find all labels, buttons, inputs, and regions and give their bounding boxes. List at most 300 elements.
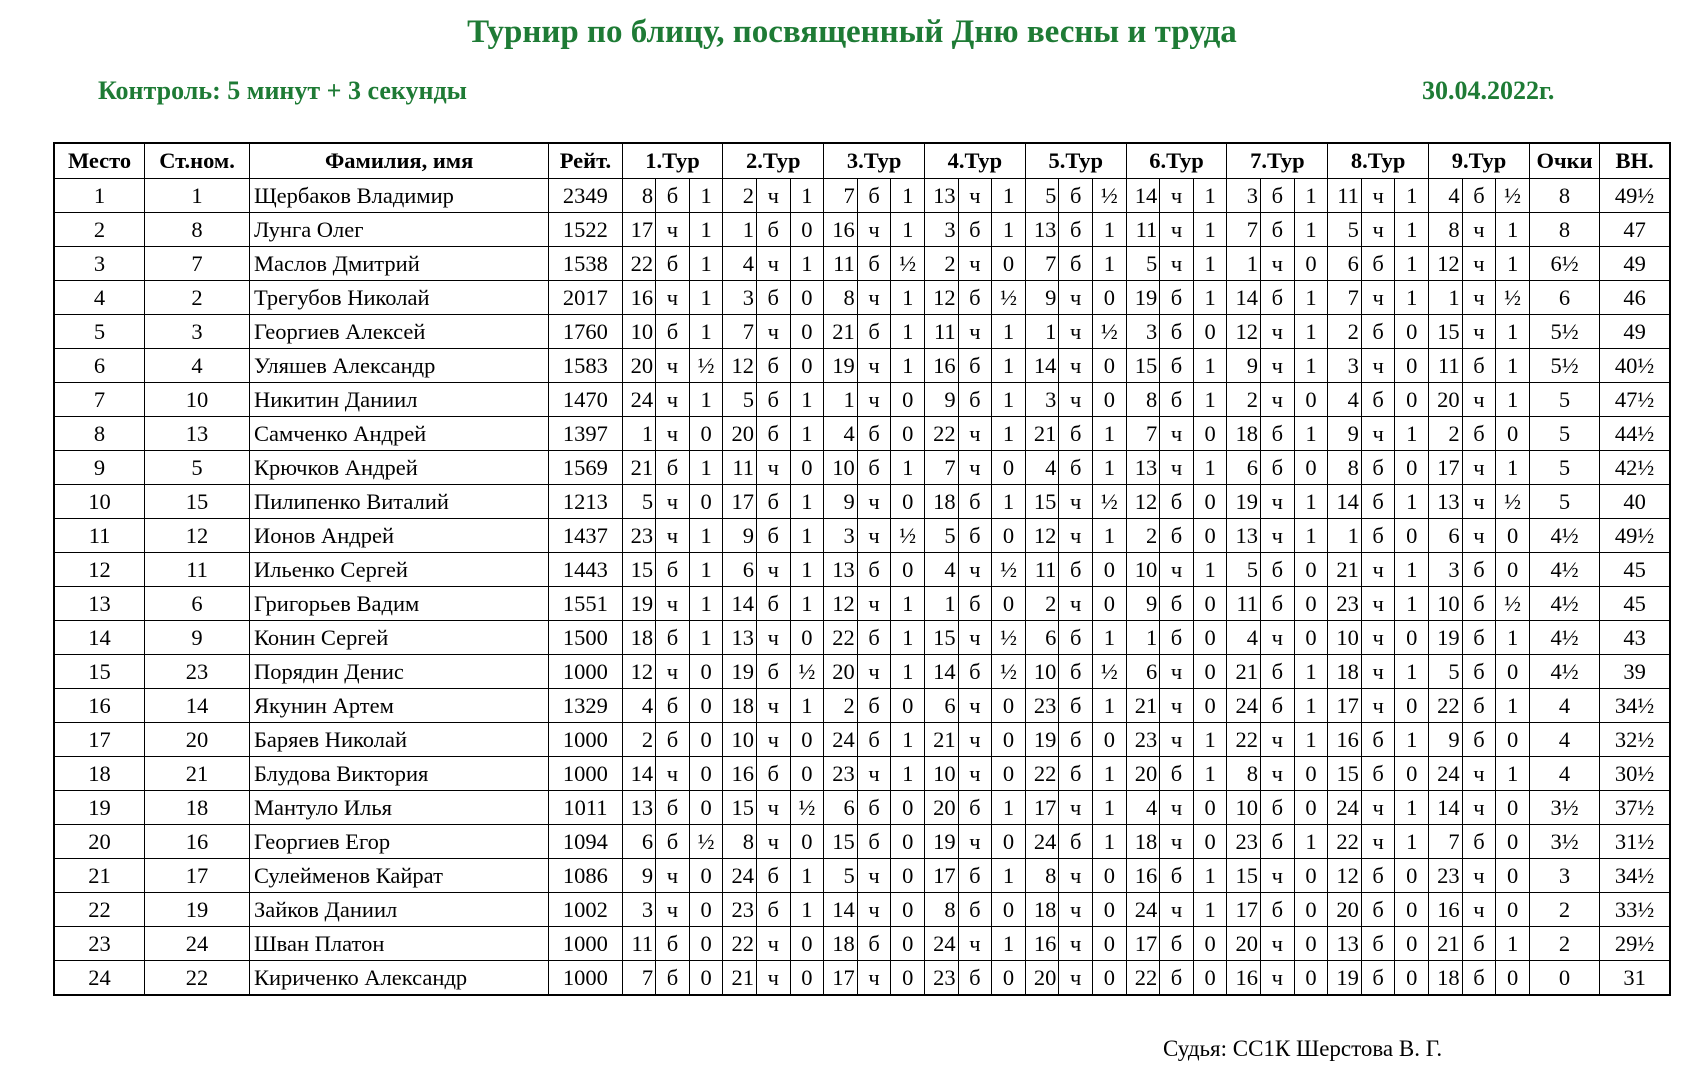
result-cell: ½ [1093,179,1127,213]
result-cell: 1 [1294,655,1328,689]
color-cell: б [1160,927,1194,961]
result-cell: 1 [1496,315,1530,349]
opponent-cell: 22 [925,417,959,451]
points-cell: 8 [1529,213,1599,247]
rating-cell: 1500 [549,621,622,655]
buchholz-cell: 32½ [1600,723,1670,757]
color-cell: б [1059,689,1093,723]
color-cell: ч [756,621,790,655]
result-cell: 1 [1395,417,1429,451]
color-cell: б [656,927,690,961]
opponent-cell: 4 [1025,451,1059,485]
result-cell: 0 [1294,553,1328,587]
result-cell: 0 [1193,655,1227,689]
table-row [54,757,1670,791]
color-cell: б [857,927,891,961]
table-row [54,621,1670,655]
color-cell: ч [958,315,992,349]
result-cell: 1 [689,553,723,587]
start-no-cell: 5 [145,451,250,485]
result-cell: 0 [1395,519,1429,553]
result-cell: 0 [1093,383,1127,417]
color-cell: ч [1160,655,1194,689]
opponent-cell: 22 [1025,757,1059,791]
opponent-cell: 1 [723,213,757,247]
color-cell: б [1261,553,1295,587]
rating-cell: 1000 [549,655,622,689]
result-cell: 1 [790,859,824,893]
color-cell: ч [1059,383,1093,417]
result-cell: 0 [689,757,723,791]
opponent-cell: 6 [925,689,959,723]
result-cell: 1 [891,281,925,315]
result-cell: 1 [1193,451,1227,485]
opponent-cell: 13 [723,621,757,655]
col-round-3: 3.Тур [824,143,925,179]
start-no-cell: 17 [145,859,250,893]
opponent-cell: 17 [1227,893,1261,927]
col-start-no: Ст.ном. [145,143,250,179]
opponent-cell: 11 [622,927,656,961]
result-cell: 0 [1193,621,1227,655]
color-cell: б [1462,349,1496,383]
place-cell: 3 [54,247,145,281]
color-cell: ч [1160,179,1194,213]
color-cell: ч [656,485,690,519]
color-cell: ч [1059,485,1093,519]
result-cell: 0 [1093,859,1127,893]
color-cell: б [958,281,992,315]
color-cell: ч [1261,383,1295,417]
color-cell: ч [1361,791,1395,825]
result-cell: 1 [1193,179,1227,213]
result-cell: 0 [891,961,925,996]
opponent-cell: 23 [1328,587,1362,621]
result-cell: 1 [1093,417,1127,451]
result-cell: 1 [1193,723,1227,757]
color-cell: б [857,791,891,825]
opponent-cell: 9 [824,485,858,519]
player-name-cell: Маслов Дмитрий [249,247,548,281]
start-no-cell: 23 [145,655,250,689]
opponent-cell: 4 [622,689,656,723]
color-cell: б [1261,791,1295,825]
opponent-cell: 4 [1227,621,1261,655]
opponent-cell: 7 [1227,213,1261,247]
color-cell: б [1261,825,1295,859]
player-name-cell: Якунин Артем [249,689,548,723]
opponent-cell: 18 [824,927,858,961]
result-cell: 0 [891,893,925,927]
opponent-cell: 6 [1126,655,1160,689]
color-cell: ч [1462,247,1496,281]
result-cell: 0 [790,315,824,349]
color-cell: ч [857,655,891,689]
player-name-cell: Крючков Андрей [249,451,548,485]
opponent-cell: 16 [1025,927,1059,961]
rating-cell: 1538 [549,247,622,281]
opponent-cell: 22 [622,247,656,281]
opponent-cell: 14 [1025,349,1059,383]
opponent-cell: 14 [925,655,959,689]
color-cell: ч [1261,519,1295,553]
points-cell: 5½ [1529,315,1599,349]
opponent-cell: 8 [723,825,757,859]
color-cell: ч [756,961,790,996]
opponent-cell: 3 [622,893,656,927]
standings-table [53,142,1671,996]
result-cell: 0 [1395,383,1429,417]
color-cell: б [857,825,891,859]
color-cell: б [857,451,891,485]
points-cell: 4 [1529,689,1599,723]
color-cell: б [1059,553,1093,587]
result-cell: 0 [992,723,1026,757]
color-cell: ч [857,519,891,553]
result-cell: 0 [1294,893,1328,927]
result-cell: 0 [1496,961,1530,996]
color-cell: б [1160,757,1194,791]
opponent-cell: 1 [1227,247,1261,281]
result-cell: 0 [1193,791,1227,825]
color-cell: ч [857,859,891,893]
result-cell: 0 [1496,417,1530,451]
page-title: Турнир по блицу, посвященный Дню весны и труда [467,14,1237,50]
table-row [54,281,1670,315]
result-cell: ½ [992,281,1026,315]
result-cell: 1 [1093,451,1127,485]
result-cell: 0 [1294,621,1328,655]
result-cell: 1 [1093,519,1127,553]
result-cell: 1 [689,519,723,553]
opponent-cell: 10 [723,723,757,757]
result-cell: 1 [1395,825,1429,859]
table-row [54,315,1670,349]
result-cell: 1 [1294,417,1328,451]
opponent-cell: 6 [622,825,656,859]
opponent-cell: 11 [824,247,858,281]
color-cell: ч [1160,247,1194,281]
color-cell: ч [1462,213,1496,247]
buchholz-cell: 45 [1600,553,1670,587]
color-cell: б [1160,315,1194,349]
result-cell: ½ [992,655,1026,689]
color-cell: ч [958,723,992,757]
buchholz-cell: 49 [1600,315,1670,349]
opponent-cell: 12 [1126,485,1160,519]
buchholz-cell: 43 [1600,621,1670,655]
points-cell: 3 [1529,859,1599,893]
color-cell: б [1261,179,1295,213]
place-cell: 4 [54,281,145,315]
table-row [54,791,1670,825]
color-cell: б [1361,757,1395,791]
col-round-2: 2.Тур [723,143,824,179]
start-no-cell: 15 [145,485,250,519]
opponent-cell: 19 [622,587,656,621]
opponent-cell: 8 [1126,383,1160,417]
player-name-cell: Сулейменов Кайрат [249,859,548,893]
opponent-cell: 19 [824,349,858,383]
result-cell: 0 [1193,689,1227,723]
buchholz-cell: 46 [1600,281,1670,315]
opponent-cell: 1 [1429,281,1463,315]
place-cell: 5 [54,315,145,349]
player-name-cell: Мантуло Илья [249,791,548,825]
opponent-cell: 4 [1126,791,1160,825]
result-cell: 0 [689,927,723,961]
result-cell: 1 [1496,383,1530,417]
color-cell: б [958,349,992,383]
opponent-cell: 16 [723,757,757,791]
color-cell: ч [1261,927,1295,961]
opponent-cell: 13 [1025,213,1059,247]
opponent-cell: 22 [824,621,858,655]
rating-cell: 2349 [549,179,622,213]
place-cell: 10 [54,485,145,519]
opponent-cell: 3 [824,519,858,553]
result-cell: 0 [1395,621,1429,655]
color-cell: б [1261,587,1295,621]
result-cell: ½ [891,247,925,281]
color-cell: ч [756,179,790,213]
place-cell: 1 [54,179,145,213]
color-cell: ч [857,383,891,417]
opponent-cell: 13 [1429,485,1463,519]
buchholz-cell: 47½ [1600,383,1670,417]
rating-cell: 1000 [549,961,622,996]
result-cell: 1 [891,655,925,689]
color-cell: ч [1059,927,1093,961]
points-cell: 5 [1529,417,1599,451]
player-name-cell: Григорьев Вадим [249,587,548,621]
color-cell: ч [756,247,790,281]
points-cell: 3½ [1529,825,1599,859]
color-cell: ч [958,757,992,791]
result-cell: 1 [1294,281,1328,315]
rating-cell: 1551 [549,587,622,621]
color-cell: б [1160,961,1194,996]
color-cell: б [1462,587,1496,621]
result-cell: 0 [689,417,723,451]
color-cell: ч [656,281,690,315]
place-cell: 16 [54,689,145,723]
result-cell: ½ [891,519,925,553]
points-cell: 4½ [1529,587,1599,621]
color-cell: ч [857,587,891,621]
color-cell: б [1462,417,1496,451]
opponent-cell: 20 [1227,927,1261,961]
opponent-cell: 18 [925,485,959,519]
opponent-cell: 6 [1227,451,1261,485]
buchholz-cell: 47 [1600,213,1670,247]
opponent-cell: 16 [622,281,656,315]
result-cell: 1 [1395,247,1429,281]
color-cell: б [1361,485,1395,519]
opponent-cell: 21 [1025,417,1059,451]
opponent-cell: 24 [1025,825,1059,859]
opponent-cell: 13 [622,791,656,825]
color-cell: ч [1160,791,1194,825]
opponent-cell: 22 [1126,961,1160,996]
rating-cell: 1011 [549,791,622,825]
color-cell: б [1059,179,1093,213]
opponent-cell: 17 [1328,689,1362,723]
opponent-cell: 2 [1025,587,1059,621]
opponent-cell: 5 [1429,655,1463,689]
color-cell: ч [756,791,790,825]
result-cell: 1 [1294,213,1328,247]
result-cell: 0 [992,247,1026,281]
color-cell: ч [1261,315,1295,349]
result-cell: 0 [689,961,723,996]
buchholz-cell: 42½ [1600,451,1670,485]
result-cell: 0 [1093,927,1127,961]
opponent-cell: 6 [1328,247,1362,281]
color-cell: б [958,213,992,247]
buchholz-cell: 40½ [1600,349,1670,383]
rating-cell: 1000 [549,927,622,961]
result-cell: ½ [1496,179,1530,213]
result-cell: ½ [790,655,824,689]
result-cell: 0 [790,213,824,247]
opponent-cell: 12 [1025,519,1059,553]
table-row [54,723,1670,757]
opponent-cell: 9 [1429,723,1463,757]
opponent-cell: 10 [1227,791,1261,825]
result-cell: 0 [689,655,723,689]
opponent-cell: 11 [1126,213,1160,247]
color-cell: ч [958,621,992,655]
standings-body [54,179,1670,996]
opponent-cell: 11 [1429,349,1463,383]
opponent-cell: 1 [824,383,858,417]
opponent-cell: 14 [1126,179,1160,213]
points-cell: 2 [1529,927,1599,961]
place-cell: 18 [54,757,145,791]
opponent-cell: 12 [723,349,757,383]
result-cell: 0 [1496,519,1530,553]
opponent-cell: 4 [824,417,858,451]
result-cell: 0 [1496,553,1530,587]
color-cell: б [656,723,690,757]
result-cell: 0 [1193,519,1227,553]
color-cell: ч [958,247,992,281]
color-cell: б [958,485,992,519]
result-cell: 1 [891,451,925,485]
result-cell: 0 [891,927,925,961]
opponent-cell: 23 [925,961,959,996]
result-cell: 1 [790,689,824,723]
opponent-cell: 22 [723,927,757,961]
result-cell: 1 [1294,349,1328,383]
opponent-cell: 16 [824,213,858,247]
result-cell: 1 [689,213,723,247]
result-cell: 0 [1093,723,1127,757]
opponent-cell: 21 [723,961,757,996]
opponent-cell: 5 [1025,179,1059,213]
color-cell: ч [958,689,992,723]
result-cell: 1 [992,791,1026,825]
color-cell: б [1361,723,1395,757]
color-cell: б [656,961,690,996]
result-cell: 0 [891,383,925,417]
start-no-cell: 20 [145,723,250,757]
color-cell: ч [857,349,891,383]
color-cell: б [958,859,992,893]
color-cell: б [958,587,992,621]
opponent-cell: 19 [723,655,757,689]
result-cell: ½ [790,791,824,825]
opponent-cell: 8 [1227,757,1261,791]
start-no-cell: 10 [145,383,250,417]
points-cell: 6½ [1529,247,1599,281]
table-row [54,349,1670,383]
place-cell: 21 [54,859,145,893]
color-cell: ч [656,519,690,553]
result-cell: 1 [1093,791,1127,825]
result-cell: ½ [689,349,723,383]
result-cell: 1 [1193,213,1227,247]
place-cell: 7 [54,383,145,417]
buchholz-cell: 40 [1600,485,1670,519]
place-cell: 9 [54,451,145,485]
color-cell: ч [756,553,790,587]
opponent-cell: 13 [925,179,959,213]
result-cell: 1 [1193,247,1227,281]
header-row [54,143,1670,179]
opponent-cell: 5 [622,485,656,519]
opponent-cell: 14 [1328,485,1362,519]
opponent-cell: 23 [723,893,757,927]
color-cell: б [656,825,690,859]
points-cell: 5½ [1529,349,1599,383]
opponent-cell: 5 [723,383,757,417]
color-cell: ч [1361,349,1395,383]
opponent-cell: 17 [1025,791,1059,825]
result-cell: 1 [992,349,1026,383]
opponent-cell: 10 [925,757,959,791]
rating-cell: 1000 [549,757,622,791]
opponent-cell: 7 [1328,281,1362,315]
table-row [54,179,1670,213]
time-control: Контроль: 5 минут + 3 секунды [98,76,467,105]
color-cell: ч [756,689,790,723]
color-cell: б [756,281,790,315]
opponent-cell: 2 [622,723,656,757]
opponent-cell: 1 [1025,315,1059,349]
result-cell: 0 [790,927,824,961]
opponent-cell: 18 [1025,893,1059,927]
result-cell: 1 [1395,281,1429,315]
opponent-cell: 12 [1328,859,1362,893]
rating-cell: 1329 [549,689,622,723]
judge-signature: Судья: СС1К Шерстова В. Г. [1163,1036,1443,1061]
player-name-cell: Георгиев Алексей [249,315,548,349]
result-cell: 0 [1395,689,1429,723]
result-cell: ½ [1496,587,1530,621]
color-cell: б [1462,179,1496,213]
player-name-cell: Ильенко Сергей [249,553,548,587]
color-cell: б [1361,451,1395,485]
result-cell: 0 [1193,961,1227,996]
buchholz-cell: 44½ [1600,417,1670,451]
opponent-cell: 23 [1429,859,1463,893]
opponent-cell: 3 [723,281,757,315]
points-cell: 4½ [1529,621,1599,655]
rating-cell: 1522 [549,213,622,247]
color-cell: б [656,553,690,587]
